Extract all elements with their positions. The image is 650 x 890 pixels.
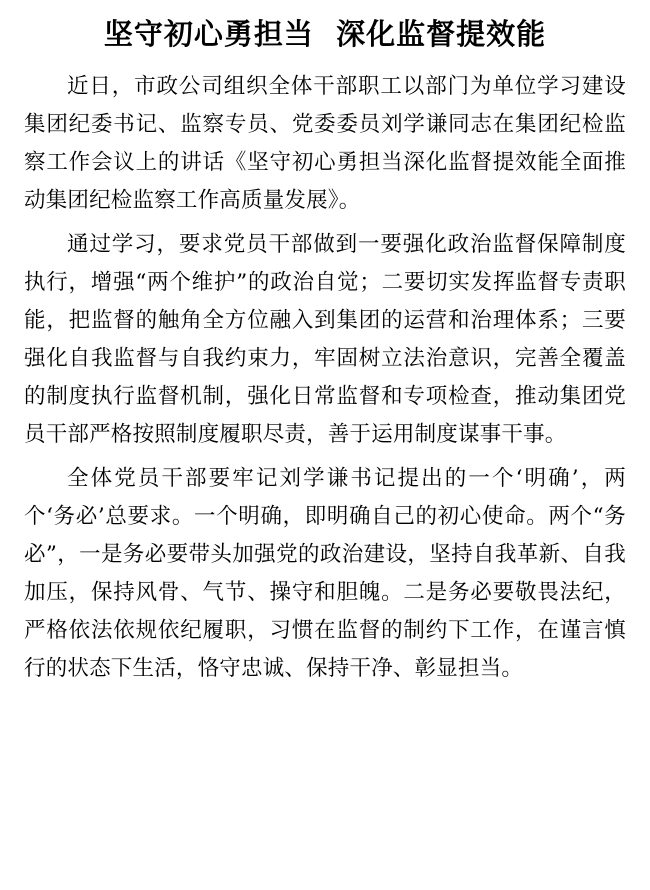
paragraph-1: 近日，市政公司组织全体干部职工以部门为单位学习建设集团纪委书记、监察专员、党委委员刘学谦同志在集团纪检监察工作会议上的讲话《坚守初心勇担当深化监督提效能全面推动集团纪检监察工作高质量发展》。: [24, 73, 626, 213]
paragraph-3: 全体党员干部要牢记刘学谦书记提出的一个‘明确’，两个‘务必’总要求。一个明确，即明确自己的初心使命。两个“务必”，一是务必要带头加强党的政治建设，坚持自我革新、自我加压，保持风骨、气节、操守和胆魄。二是务必要敬畏法纪，严格依法依规依纪履职，习惯在监督的制约下工作，在谨言慎行的状态下生活，恪守忠诚、保持干净、彰显担当。: [24, 465, 626, 681]
page-title: 坚守初心勇担当 深化监督提效能: [103, 17, 547, 51]
paragraph-2: 通过学习，要求党员干部做到一要强化政治监督保障制度执行，增强“两个维护”的政治自觉；二要切实发挥监督专责职能，把监督的触角全方位融入到集团的运营和治理体系；三要强化自我监督与自我约束力，牢固树立法治意识，完善全覆盖的制度执行监督机制，强化日常监督和专项检查，推动集团党员干部严格按照制度履职尽责，善于运用制度谋事干事。: [24, 231, 626, 447]
